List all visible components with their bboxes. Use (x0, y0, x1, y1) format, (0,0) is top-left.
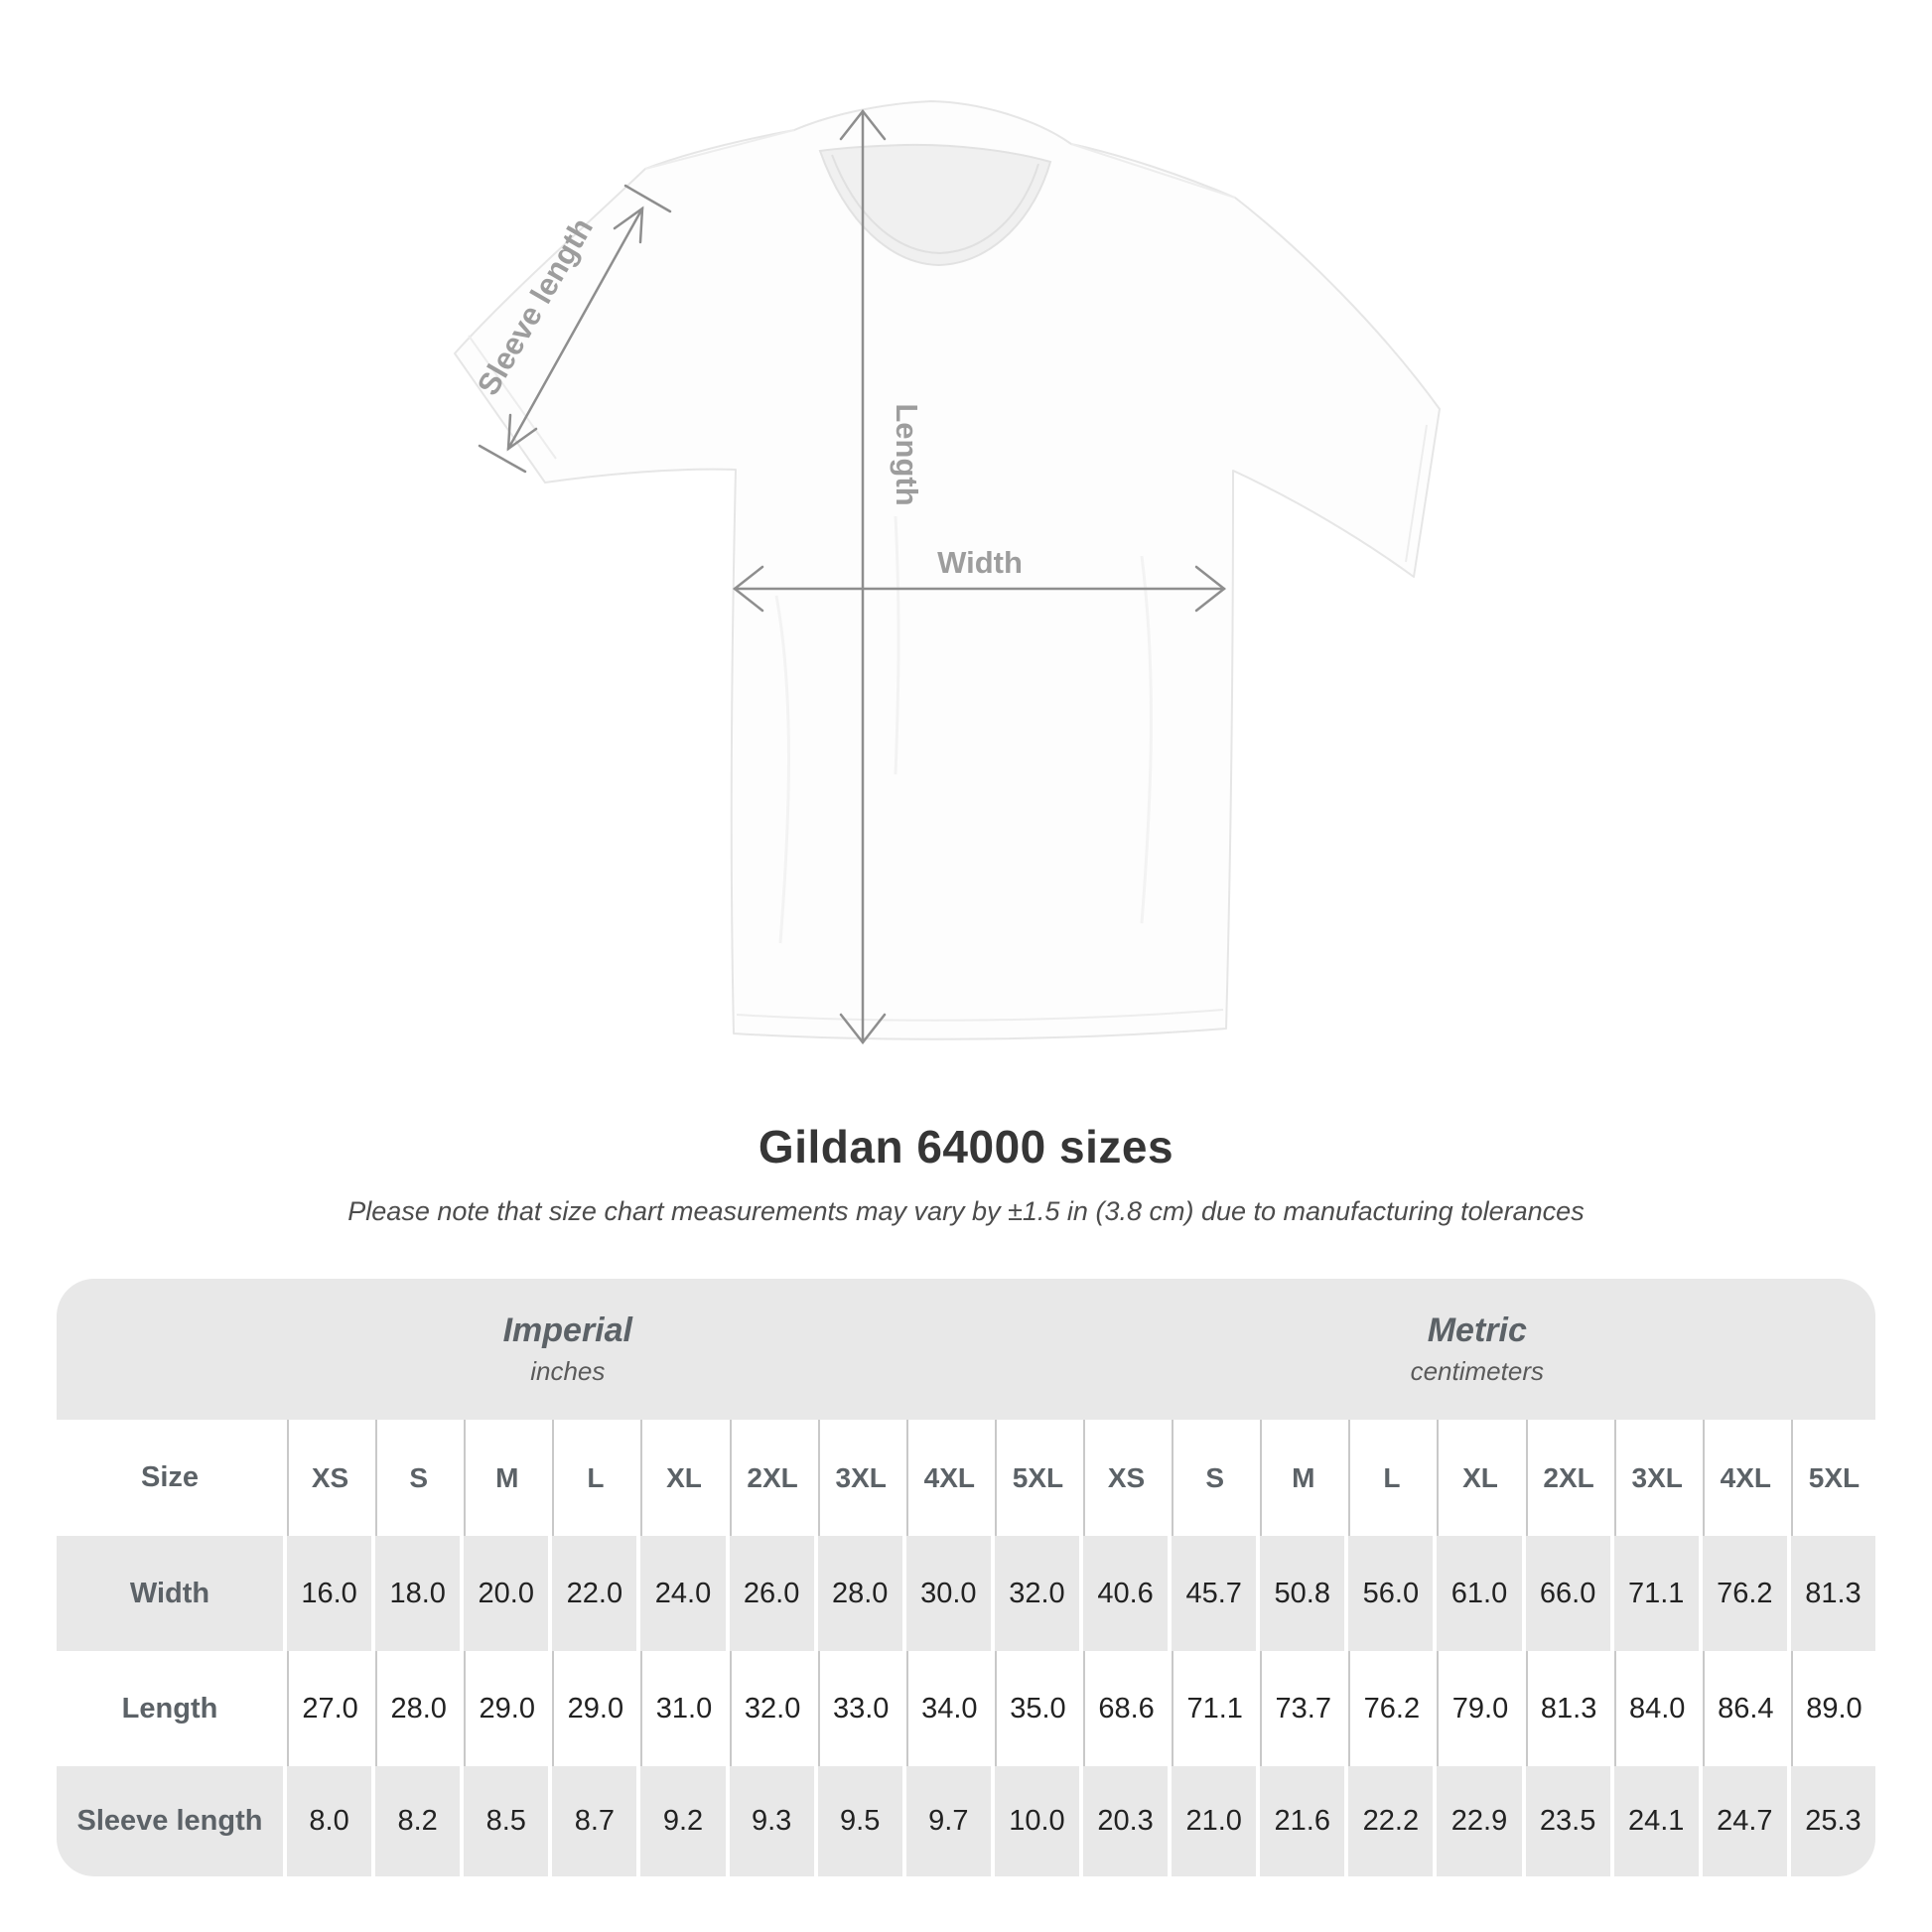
value-cell: 9.5 (818, 1766, 902, 1876)
value-cell: 21.6 (1260, 1766, 1344, 1876)
size-header-cell: M (464, 1420, 548, 1536)
value-cell: 30.0 (906, 1536, 991, 1651)
size-header-cell: 5XL (995, 1420, 1079, 1536)
width-label: Width (937, 545, 1023, 580)
value-cell: 71.1 (1172, 1651, 1256, 1766)
value-cell: 56.0 (1348, 1536, 1433, 1651)
size-table (57, 1279, 1875, 1876)
value-cell: 68.6 (1083, 1651, 1168, 1766)
size-column-label: Size (140, 1461, 200, 1493)
unit-header-row (57, 1279, 1875, 1420)
size-header-row (57, 1420, 1875, 1536)
imperial-header (57, 1279, 1079, 1420)
value-cell: 8.7 (552, 1766, 636, 1876)
size-header-cell: M (1260, 1420, 1344, 1536)
tolerance-note: Please note that size chart measurements may vary by ±1.5 in (3.8 cm) due to manufacturing tolerances (347, 1196, 1585, 1226)
size-header-cell: 2XL (1526, 1420, 1610, 1536)
value-cell: 76.2 (1348, 1651, 1433, 1766)
metric-unit: centimeters (1410, 1356, 1544, 1386)
value-cell: 22.9 (1437, 1766, 1521, 1876)
value-cell: 81.3 (1791, 1536, 1875, 1651)
value-cell: 84.0 (1614, 1651, 1699, 1766)
value-cell: 9.2 (640, 1766, 725, 1876)
value-cell: 9.7 (906, 1766, 991, 1876)
row-label-length: Length (121, 1692, 218, 1725)
size-header-cell: 2XL (730, 1420, 814, 1536)
value-cell: 24.1 (1614, 1766, 1699, 1876)
value-cell: 28.0 (375, 1651, 460, 1766)
imperial-title: Imperial (502, 1311, 632, 1349)
value-cell: 73.7 (1260, 1651, 1344, 1766)
value-cell: 31.0 (640, 1651, 725, 1766)
value-cell: 79.0 (1437, 1651, 1521, 1766)
size-header-cell: L (1348, 1420, 1433, 1536)
value-cell: 29.0 (552, 1651, 636, 1766)
value-cell: 61.0 (1437, 1536, 1521, 1651)
size-header-cell: 3XL (1614, 1420, 1699, 1536)
value-cell: 22.2 (1348, 1766, 1433, 1876)
value-cell: 26.0 (730, 1536, 814, 1651)
size-header-cell: 3XL (818, 1420, 902, 1536)
sleeve-length-label: Sleeve length (470, 211, 601, 402)
value-cell: 86.4 (1703, 1651, 1787, 1766)
metric-header (1079, 1279, 1875, 1420)
row-label-width: Width (57, 1536, 283, 1651)
value-cell: 9.3 (730, 1766, 814, 1876)
size-header-cell: XL (1437, 1420, 1521, 1536)
value-cell: 34.0 (906, 1651, 991, 1766)
value-cell: 45.7 (1172, 1536, 1256, 1651)
value-cell: 32.0 (995, 1536, 1079, 1651)
size-header-cell: S (375, 1420, 460, 1536)
value-cell: 28.0 (818, 1536, 902, 1651)
value-cell: 8.0 (287, 1766, 371, 1876)
value-cell: 50.8 (1260, 1536, 1344, 1651)
value-cell: 76.2 (1703, 1536, 1787, 1651)
value-cell: 29.0 (464, 1651, 548, 1766)
value-cell: 81.3 (1526, 1651, 1610, 1766)
size-header-cell: S (1172, 1420, 1256, 1536)
value-cell: 35.0 (995, 1651, 1079, 1766)
value-cell: 16.0 (287, 1536, 371, 1651)
value-cell: 8.5 (464, 1766, 548, 1876)
table-row-length (57, 1651, 1875, 1766)
value-cell: 23.5 (1526, 1766, 1610, 1876)
value-cell: 89.0 (1791, 1651, 1875, 1766)
row-label-sleeve-length: Sleeve length (57, 1766, 283, 1876)
size-header-cell: XL (640, 1420, 725, 1536)
page-title: Gildan 64000 sizes (758, 1121, 1174, 1173)
value-cell: 24.7 (1703, 1766, 1787, 1876)
value-cell: 32.0 (730, 1651, 814, 1766)
table-row-sleeve-length (57, 1766, 1875, 1876)
metric-title: Metric (1427, 1311, 1527, 1349)
size-header-cell: XS (287, 1420, 371, 1536)
size-header-cell: XS (1083, 1420, 1168, 1536)
value-cell: 71.1 (1614, 1536, 1699, 1651)
value-cell: 10.0 (995, 1766, 1079, 1876)
value-cell: 24.0 (640, 1536, 725, 1651)
value-cell: 20.0 (464, 1536, 548, 1651)
value-cell: 8.2 (375, 1766, 460, 1876)
imperial-unit: inches (530, 1356, 606, 1386)
size-header-cell: 4XL (1703, 1420, 1787, 1536)
length-label: Length (890, 403, 924, 506)
value-cell: 21.0 (1172, 1766, 1256, 1876)
size-header-cell: 5XL (1791, 1420, 1875, 1536)
table-row-width (57, 1536, 1875, 1651)
size-header-cell: L (552, 1420, 636, 1536)
value-cell: 18.0 (375, 1536, 460, 1651)
size-header-cell: 4XL (906, 1420, 991, 1536)
value-cell: 22.0 (552, 1536, 636, 1651)
value-cell: 40.6 (1083, 1536, 1168, 1651)
value-cell: 25.3 (1791, 1766, 1875, 1876)
value-cell: 27.0 (287, 1651, 371, 1766)
value-cell: 33.0 (818, 1651, 902, 1766)
value-cell: 20.3 (1083, 1766, 1168, 1876)
value-cell: 66.0 (1526, 1536, 1610, 1651)
